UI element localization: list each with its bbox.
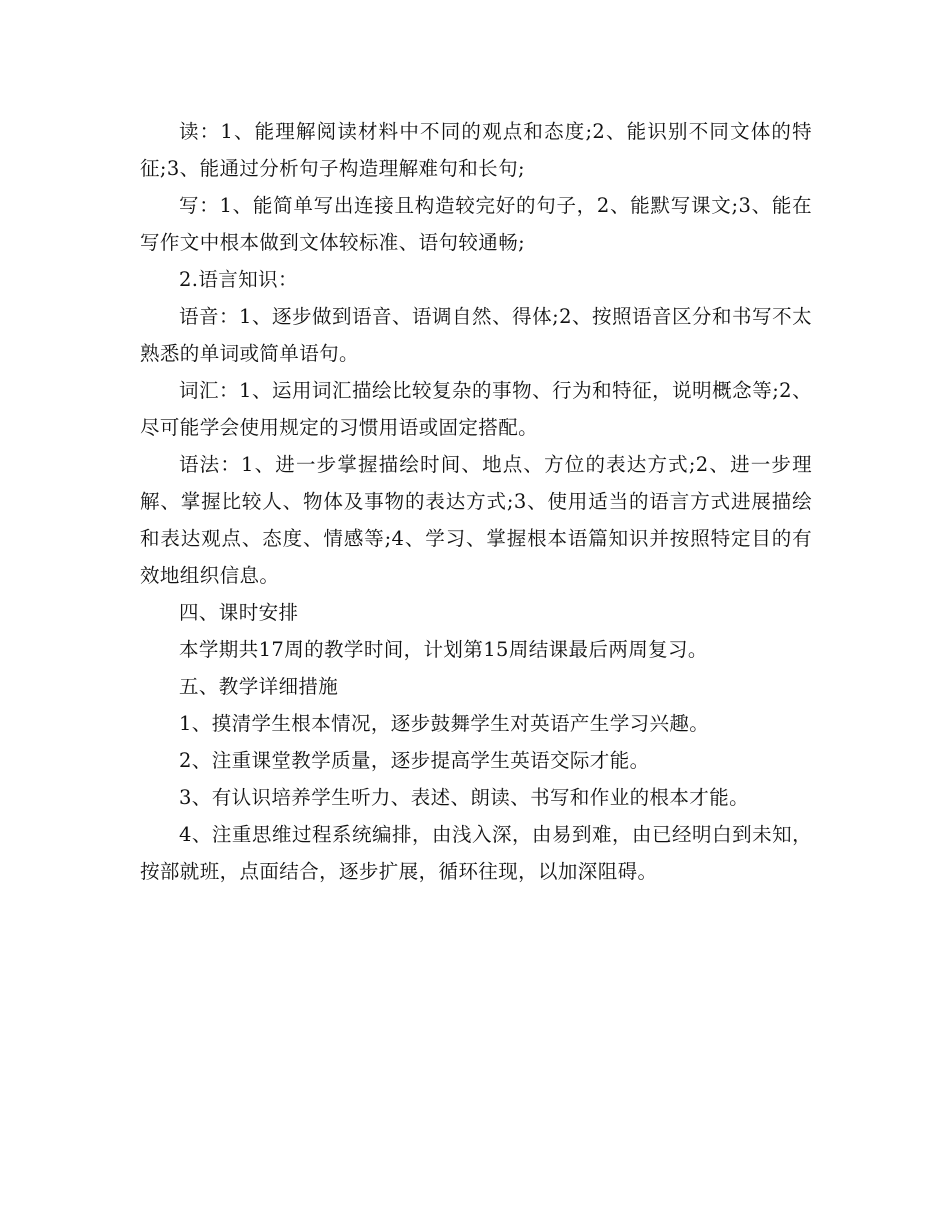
paragraph-vocabulary: 词汇：1、运用词汇描绘比较复杂的事物、行为和特征，说明概念等;2、尽可能学会使用规定的习惯用语或固定搭配。 bbox=[140, 379, 812, 439]
paragraph-grammar: 语法：1、进一步掌握描绘时间、地点、方位的表达方式;2、进一步理解、掌握比较人、物体及事物的表达方式;3、使用适当的语言方式进展描绘和表达观点、态度、情感等;4、学习、掌握根本语篇知识并按照特定目的有效地组织信息。 bbox=[140, 453, 812, 587]
paragraph-language-knowledge-heading: 2.语言知识： bbox=[179, 268, 298, 291]
paragraph-writing: 写：1、能简单写出连接且构造较完好的句子，2、能默写课文;3、能在写作文中根本做到文体较标准、语句较通畅; bbox=[140, 194, 812, 254]
list-item-measure-4: 4、注重思维过程系统编排，由浅入深，由易到难，由已经明白到未知，按部就班，点面结合，逐步扩展，循环往现，以加深阻碍。 bbox=[140, 823, 812, 883]
paragraph-phonetics: 语音：1、逐步做到语音、语调自然、得体;2、按照语音区分和书写不太熟悉的单词或简单语句。 bbox=[140, 305, 812, 365]
section-heading-measures: 五、教学详细措施 bbox=[179, 675, 339, 698]
paragraph-schedule: 本学期共17周的教学时间，计划第15周结课最后两周复习。 bbox=[179, 638, 708, 661]
list-item-measure-3: 3、有认识培养学生听力、表述、朗读、书写和作业的根本才能。 bbox=[179, 786, 750, 809]
section-heading-schedule: 四、课时安排 bbox=[179, 601, 299, 624]
list-item-measure-2: 2、注重课堂教学质量，逐步提高学生英语交际才能。 bbox=[179, 749, 650, 772]
paragraph-reading: 读：1、能理解阅读材料中不同的观点和态度;2、能识别不同文体的特征;3、能通过分析句子构造理解难句和长句; bbox=[140, 120, 812, 180]
document-body bbox=[140, 113, 812, 890]
list-item-measure-1: 1、摸清学生根本情况，逐步鼓舞学生对英语产生学习兴趣。 bbox=[179, 712, 710, 735]
